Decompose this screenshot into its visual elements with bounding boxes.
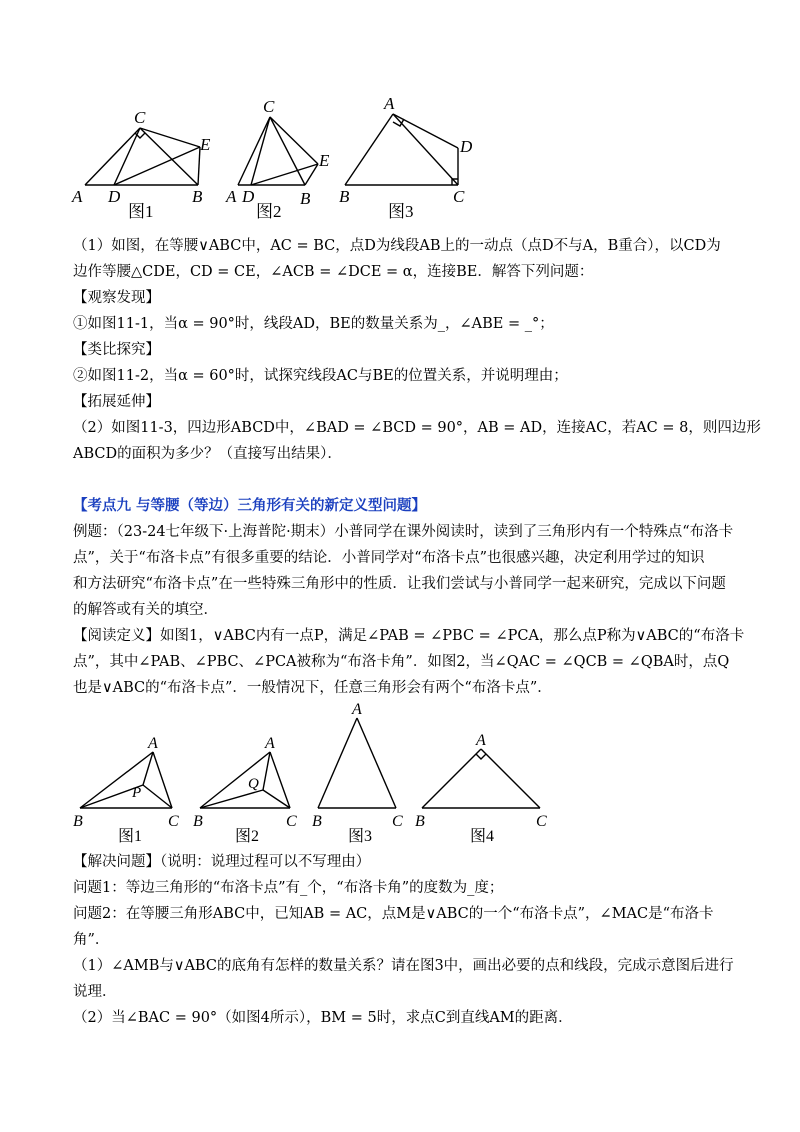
extension-line-1: （2）如图11-3，四边形ABCD中，∠BAD = ∠BCD = 90°，AB = AD，连接AC，若AC = 8，则四边形 — [73, 420, 761, 436]
b-fig4-label-C: C — [536, 813, 547, 830]
b-fig1-label-B: B — [73, 813, 83, 830]
subquestion-2: （2）当∠BAC = 90°（如图4所示），BM = 5时，求点C到直线AM的距离． — [73, 1010, 573, 1026]
subquestion-1-line-2: 说理． — [73, 984, 117, 1000]
extension-heading: 【拓展延伸】 — [73, 394, 160, 410]
definition-line-3: 也是∨ABC的“布洛卡点”．一般情况下，任意三角形会有两个“布洛卡点”． — [73, 680, 552, 696]
problem-2-line-2: 角”． — [73, 932, 110, 948]
q1-line-1: （1）如图，在等腰∨ABC中，AC = BC，点D为线段AB上的一动点（点D不与A，B重合），以CD为 — [73, 238, 721, 254]
figure-group-top — [60, 92, 480, 227]
fig2-label-D: D — [242, 187, 255, 206]
top-figures-svg — [60, 92, 480, 227]
definition-line-1: 【阅读定义】如图1，∨ABC内有一点P，满足∠PAB = ∠PBC = ∠PCA，那么点P称为∨ABC的“布洛卡 — [73, 628, 745, 644]
q1-line-2: 边作等腰△CDE，CD = CE，∠ACB = ∠DCE = α，连接BE．解答下列问题： — [73, 264, 594, 280]
section-heading: 【考点九 与等腰（等边）三角形有关的新定义型问题】 — [73, 497, 427, 514]
figure-3-bottom — [318, 718, 396, 808]
fig3-label-B: B — [339, 187, 350, 206]
example-line-4: 的解答或有关的填空． — [73, 602, 218, 618]
fig3-label-A: A — [384, 94, 395, 113]
fig1-label-D: D — [108, 187, 121, 206]
b-fig1-caption: 图1 — [118, 828, 143, 845]
b-fig4-caption: 图4 — [470, 828, 495, 845]
b-fig2-label-C: C — [286, 813, 297, 830]
b-fig2-label-B: B — [193, 813, 203, 830]
figure-2-bottom — [200, 752, 290, 808]
problem-2-line-1: 问题2：在等腰三角形ABC中，已知AB = AC，点M是∨ABC的一个“布洛卡点”，∠MAC是“布洛卡 — [73, 906, 714, 922]
fig2-caption: 图2 — [256, 202, 282, 221]
example-line-1: 例题：（23-24七年级下·上海普陀·期末）小普同学在课外阅读时，读到了三角形内有一个特殊点“布洛卡 — [73, 524, 734, 540]
problem-1: 问题1：等边三角形的“布洛卡点”有_个，“布洛卡角”的度数为_度； — [73, 880, 504, 896]
solve-heading: 【解决问题】（说明：说理过程可以不写理由） — [73, 854, 371, 870]
fig1-label-A: A — [72, 187, 83, 206]
analogy-question: ②如图11-2，当α = 60°时，试探究线段AC与BE的位置关系，并说明理由； — [73, 368, 568, 384]
example-line-3: 和方法研究“布洛卡点”在一些特殊三角形中的性质．让我们尝试与小普同学一起来研究，完成以下问题 — [73, 576, 726, 592]
fig2-label-A: A — [226, 187, 237, 206]
fig1-label-C: C — [134, 108, 146, 127]
fig2-label-E: E — [319, 151, 330, 170]
b-fig4-label-A: A — [476, 732, 486, 749]
fig1-label-E: E — [200, 135, 211, 154]
b-fig3-label-C: C — [392, 813, 403, 830]
fig3-caption: 图3 — [388, 202, 414, 221]
b-fig3-caption: 图3 — [348, 828, 373, 845]
fig2-label-C: C — [263, 97, 275, 116]
bottom-figures-svg — [60, 700, 580, 850]
b-fig1-label-C: C — [168, 813, 179, 830]
fig3-label-D: D — [460, 137, 473, 156]
fig3-label-C: C — [453, 187, 465, 206]
b-fig3-label-B: B — [312, 813, 322, 830]
b-fig2-label-Q: Q — [248, 776, 259, 792]
subquestion-1-line-1: （1）∠AMB与∨ABC的底角有怎样的数量关系？请在图3中，画出必要的点和线段，完成示意图后进行 — [73, 958, 734, 974]
figure-1-top — [85, 128, 200, 185]
b-fig1-label-P: P — [132, 785, 142, 801]
b-fig3-label-A: A — [352, 701, 362, 718]
fig2-label-B: B — [300, 189, 311, 208]
observe-question: ①如图11-1，当α = 90°时，线段AD，BE的数量关系为_，∠ABE = _°； — [73, 316, 554, 332]
definition-line-2: 点”，其中∠PAB、∠PBC、∠PCA被称为“布洛卡角”．如图2，当∠QAC = ∠QCB = ∠QBA时，点Q — [73, 654, 730, 670]
observe-heading: 【观察发现】 — [73, 290, 160, 306]
extension-line-2: ABCD的面积为多少？（直接写出结果）． — [73, 446, 342, 462]
b-fig1-label-A: A — [148, 735, 158, 752]
example-line-2: 点”，关于“布洛卡点”有很多重要的结论．小普同学对“布洛卡点”也很感兴趣，决定利用学过的知识 — [73, 550, 705, 566]
fig1-label-B: B — [192, 187, 203, 206]
b-fig2-caption: 图2 — [235, 828, 260, 845]
b-fig2-label-A: A — [265, 735, 275, 752]
fig1-caption: 图1 — [128, 202, 154, 221]
figure-4-bottom — [422, 749, 540, 808]
b-fig4-label-B: B — [415, 813, 425, 830]
figure-3-top — [345, 114, 458, 185]
figure-1-bottom — [80, 752, 172, 808]
figure-group-bottom — [60, 700, 580, 850]
analogy-heading: 【类比探究】 — [73, 342, 160, 358]
figure-2-top — [238, 117, 318, 185]
